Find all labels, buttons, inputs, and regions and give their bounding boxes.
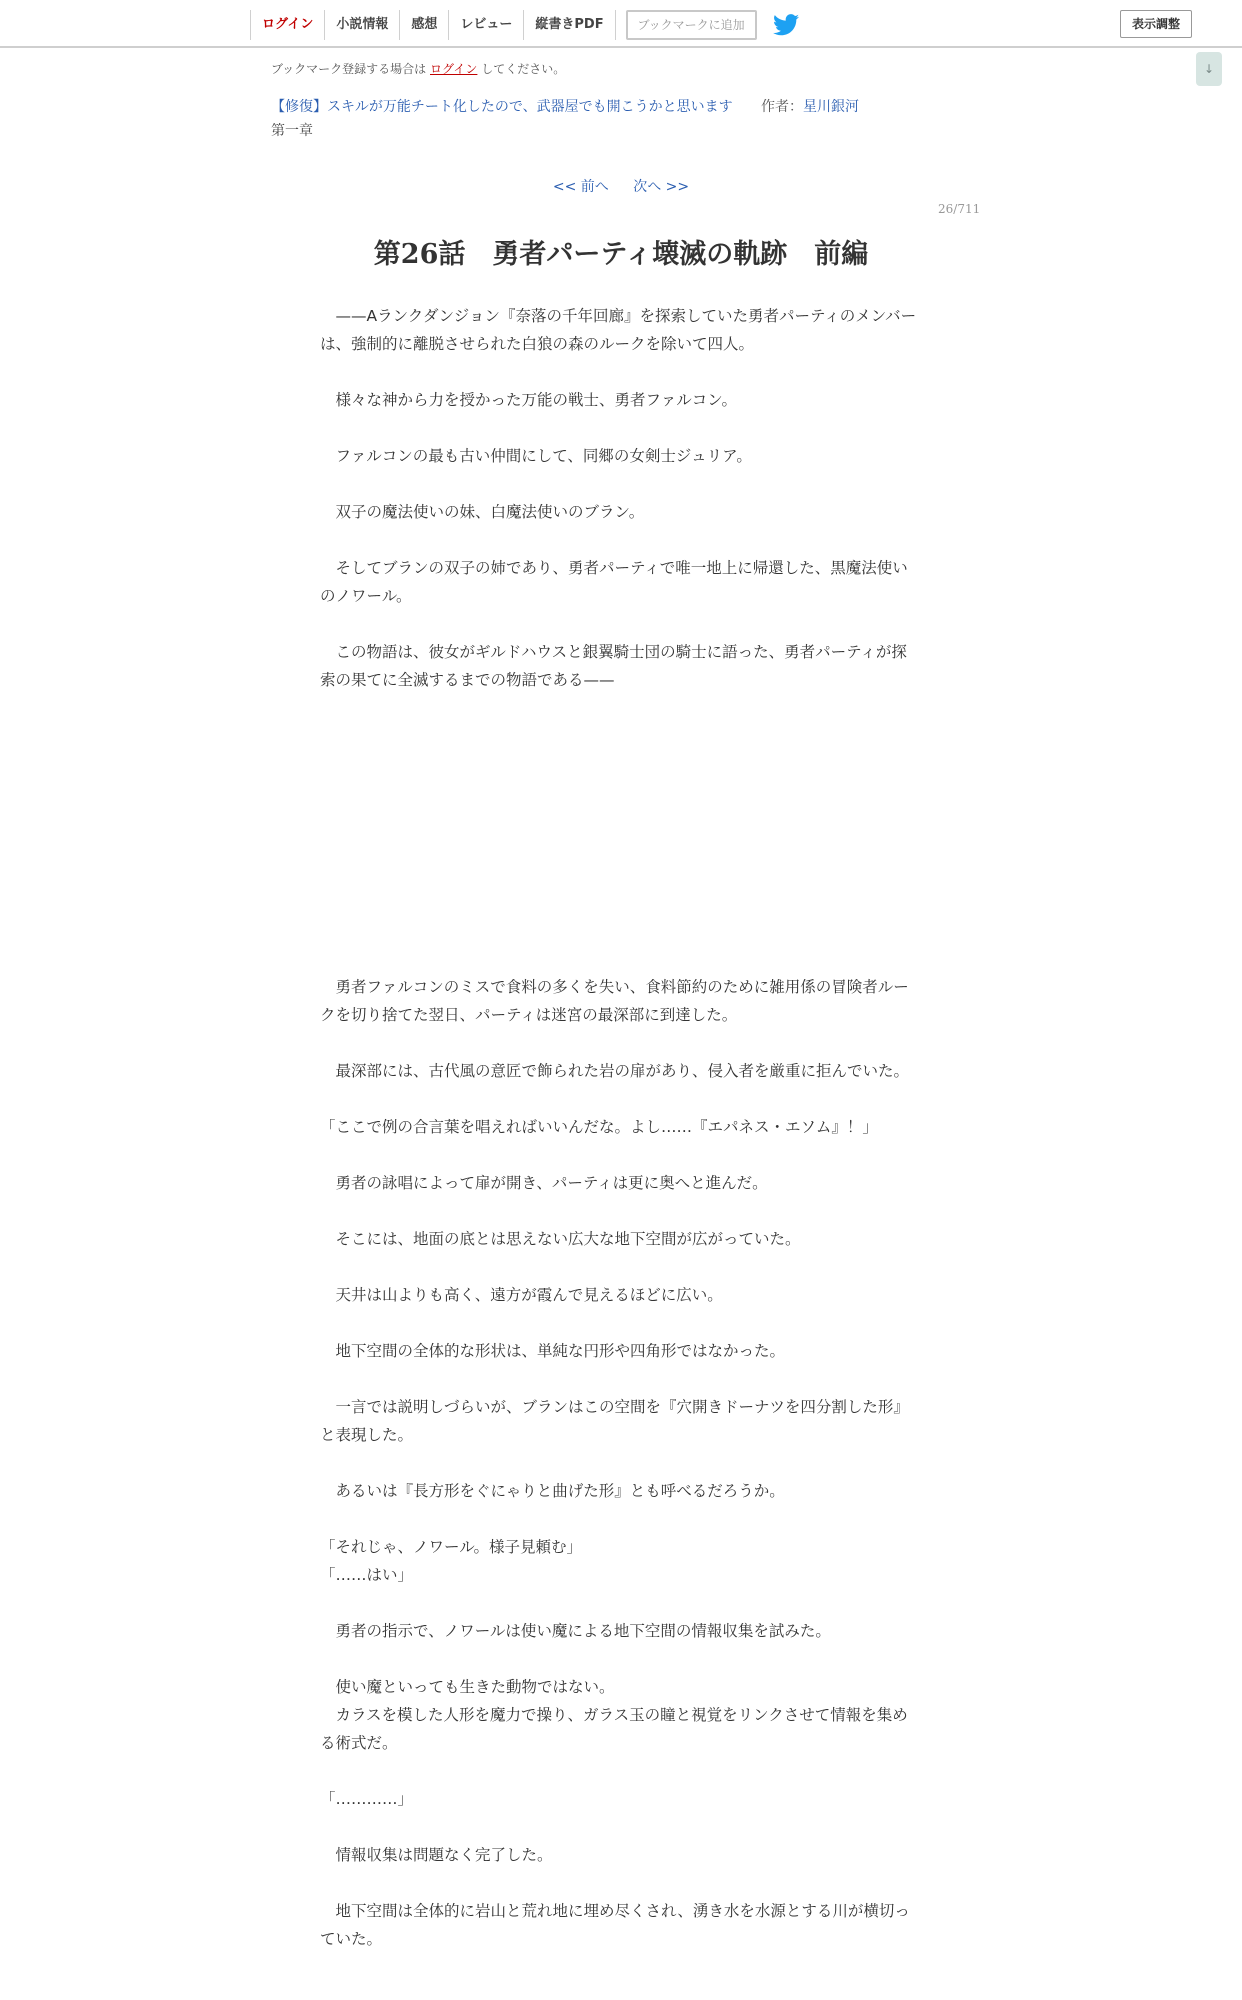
novel-paragraph: この物語は、彼女がギルドハウスと銀翼騎士団の騎士に語った、勇者パーティが探索の果てに全滅するまでの物語である—— xyxy=(320,643,907,689)
novel-paragraph: 勇者の指示で、ノワールは使い魔による地下空間の情報収集を試みた。 xyxy=(320,1622,831,1640)
next-page-link[interactable]: 次へ >> xyxy=(633,179,690,195)
login-link[interactable]: ログイン xyxy=(250,10,324,40)
main-nav xyxy=(250,10,799,40)
novel-paragraph xyxy=(320,1813,920,1841)
top-navigation-bar xyxy=(0,0,1242,48)
novel-paragraph: 「……はい」 xyxy=(320,1566,414,1584)
novel-paragraph: 様々な神から力を授かった万能の戦士、勇者ファルコン。 xyxy=(320,391,737,409)
novel-paragraph: ファルコンの最も古い仲間にして、同郷の女剣士ジュリア。 xyxy=(320,447,752,465)
chapter-title: 第一章 xyxy=(271,123,313,139)
novel-paragraph: ——Aランクダンジョン『奈落の千年回廊』を探索していた勇者パーティのメンバーは、強制的に離脱させられた白狼の森のルークを除いて四人。 xyxy=(320,307,917,353)
novel-paragraph: 天井は山よりも高く、遠方が霞んで見えるほどに広い。 xyxy=(320,1286,723,1304)
novel-paragraph xyxy=(320,1029,920,1057)
novel-paragraph: 勇者ファルコンのミスで食料の多くを失い、食料節約のために雑用係の冒険者ルークを切り捨てた翌日、パーティは迷宮の最深部に到達した。 xyxy=(320,978,909,1024)
novel-paragraph: そしてブランの双子の姉であり、勇者パーティで唯一地上に帰還した、黒魔法使いのノワール。 xyxy=(320,559,908,605)
novel-paragraph: 「…………」 xyxy=(320,1790,414,1808)
series-title-link[interactable]: 【修復】スキルが万能チート化したので、武器屋でも開こうかと思います xyxy=(271,99,733,115)
novel-paragraph xyxy=(320,414,920,442)
twitter-bird-icon[interactable] xyxy=(773,14,799,36)
novel-paragraph: カラスを模した人形を魔力で操り、ガラス玉の瞳と視覚をリンクさせて情報を集める術式だ。 xyxy=(320,1706,908,1752)
novel-paragraph xyxy=(320,1757,920,1785)
novel-body-intro xyxy=(320,302,920,694)
novel-paragraph: 使い魔といっても生きた動物ではない。 xyxy=(320,1678,615,1696)
novel-paragraph xyxy=(320,1253,920,1281)
novel-paragraph xyxy=(320,1869,920,1897)
novel-paragraph xyxy=(320,1085,920,1113)
vertical-pdf-link[interactable]: 縦書きPDF xyxy=(523,10,615,40)
novel-paragraph xyxy=(320,526,920,554)
novel-paragraph xyxy=(320,1365,920,1393)
scroll-down-button[interactable]: ↓ xyxy=(1196,52,1222,86)
bookmark-notice-suffix: してください。 xyxy=(481,62,566,76)
author-label: 作者： xyxy=(761,99,804,115)
novel-paragraph xyxy=(320,1141,920,1169)
novel-info-link[interactable]: 小説情報 xyxy=(324,10,399,40)
novel-paragraph: 勇者の詠唱によって扉が開き、パーティは更に奥へと進んだ。 xyxy=(320,1174,768,1192)
display-settings-button[interactable]: 表示調整 xyxy=(1120,10,1192,38)
novel-paragraph xyxy=(320,358,920,386)
novel-paragraph: そこには、地面の底とは思えない広大な地下空間が広がっていた。 xyxy=(320,1230,801,1248)
novel-paragraph: 情報収集は問題なく完了した。 xyxy=(320,1846,553,1864)
novel-paragraph xyxy=(320,1589,920,1617)
novel-paragraph: 地下空間の全体的な形状は、単純な円形や四角形ではなかった。 xyxy=(320,1342,786,1360)
novel-body-main xyxy=(320,973,920,1953)
bookmark-notice-login-link[interactable]: ログイン xyxy=(430,62,478,76)
novel-paragraph xyxy=(320,1309,920,1337)
novel-paragraph: あるいは『長方形をぐにゃりと曲げた形』とも呼べるだろうか。 xyxy=(320,1482,785,1500)
bookmark-notice xyxy=(271,60,565,77)
review-link[interactable]: レビュー xyxy=(448,10,523,40)
impressions-link[interactable]: 感想 xyxy=(399,10,448,40)
page-count: 26/711 xyxy=(938,202,981,216)
novel-paragraph xyxy=(320,470,920,498)
bookmark-notice-prefix: ブックマーク登録する場合は xyxy=(271,62,427,76)
novel-paragraph xyxy=(320,1197,920,1225)
episode-title: 第26話 勇者パーティ壊滅の軌跡 前編 xyxy=(373,239,869,270)
novel-paragraph: 「ここで例の合言葉を唱えればいいんだな。よし……『エパネス・エソム』！」 xyxy=(320,1118,878,1136)
novel-paragraph: 一言では説明しづらいが、ブランはこの空間を『穴開きドーナツを四分割した形』と表現した。 xyxy=(320,1398,909,1444)
novel-paragraph xyxy=(320,610,920,638)
series-info xyxy=(271,96,859,116)
novel-paragraph: 双子の魔法使いの妹、白魔法使いのブラン。 xyxy=(320,503,645,521)
add-bookmark-button[interactable]: ブックマークに追加 xyxy=(626,10,757,40)
prev-page-link[interactable]: << 前へ xyxy=(552,179,609,195)
novel-paragraph: 最深部には、古代風の意匠で飾られた岩の扉があり、侵入者を厳重に拒んでいた。 xyxy=(320,1062,910,1080)
author-name-link[interactable]: 星川銀河 xyxy=(803,99,860,115)
novel-paragraph: 「それじゃ、ノワール。様子見頼む」 xyxy=(320,1538,582,1556)
novel-paragraph xyxy=(320,1449,920,1477)
novel-paragraph xyxy=(320,1645,920,1673)
novel-paragraph: 地下空間は全体的に岩山と荒れ地に埋め尽くされ、湧き水を水源とする川が横切っていた。 xyxy=(320,1902,910,1948)
pager xyxy=(0,176,1242,196)
novel-paragraph xyxy=(320,1505,920,1533)
